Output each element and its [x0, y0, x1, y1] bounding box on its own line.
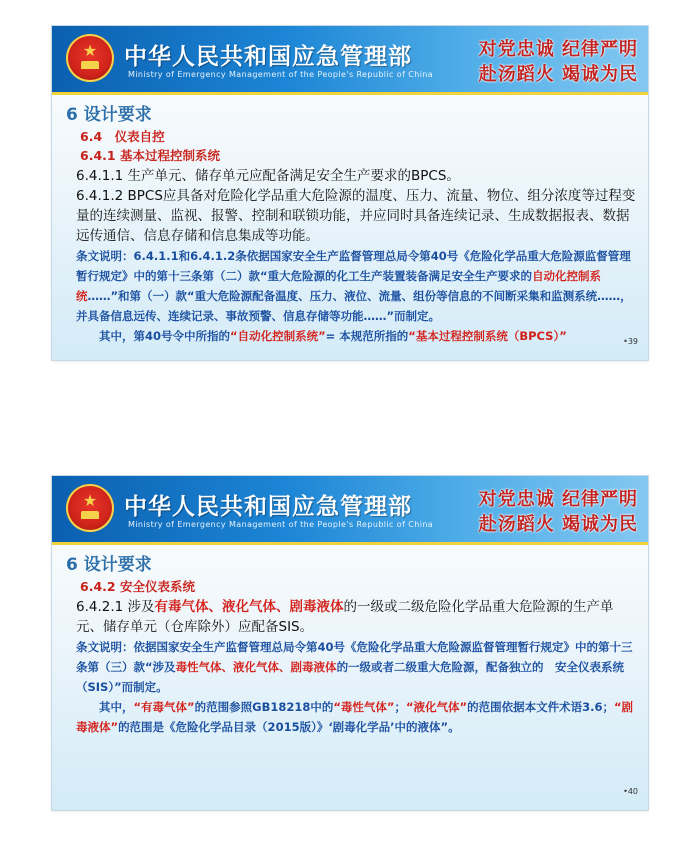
clause-highlight: 有毒气体、液化气体、剧毒液体 — [154, 599, 344, 615]
note-highlight: 自动化控制系统 — [76, 269, 602, 303]
note-highlight: “自动化控制系统” — [230, 329, 326, 343]
note-text: 的范围依据本文件术语3.6； — [467, 700, 614, 714]
subsection-title: 6.4.2 安全仪表系统 — [80, 579, 195, 594]
page-number: •40 — [623, 787, 638, 796]
slide-content — [66, 100, 640, 346]
ministry-name-cn: 中华人民共和国应急管理部 — [124, 43, 412, 70]
clause-text: 6.4.1.2 BPCS应具备对危险化学品重大危险源的温度、压力、流量、物位、组分浓度等过程变量的连续测量、监视、报警、控制和联锁功能，并应同时具备连续记录、生成数据报表、数据远传通信、信息存储和信息集成等功能。 — [76, 188, 636, 244]
clause-explanation — [76, 637, 640, 697]
note-text: 的范围是《危险化学品目录（2015版）》‘剧毒化学品’中的液体”。 — [118, 720, 460, 734]
note-text: ； — [394, 700, 406, 714]
note-text: 条文说明：6.4.1.1和6.4.1.2条依据国家安全生产监督管理总局令第40号《危险化学品重大危险源监督管理暂行规定》中的第十三条第（二）款“重大危险源的化工生产装置装备满足安全生产要求的 — [76, 249, 631, 283]
clause-text — [76, 597, 640, 637]
note-text: 的一级或者二级重大危险源，配备独立的 安全仪表系统（SIS）”而制定。 — [76, 660, 625, 694]
note-highlight: 毒性气体、液化气体、剧毒液体 — [175, 660, 337, 674]
clause-explanation-summary — [76, 697, 640, 737]
national-emblem-icon: ★ — [66, 484, 114, 532]
national-emblem-icon: ★ — [66, 34, 114, 82]
note-text: 的范围参照GB18218中的 — [194, 700, 334, 714]
ministry-name-en: Ministry of Emergency Management of the People's Republic of China — [128, 70, 434, 79]
note-highlight: “剧毒液体” — [76, 700, 634, 734]
ministry-name-cn: 中华人民共和国应急管理部 — [124, 493, 412, 520]
slide-40 — [52, 476, 648, 810]
clause-explanation-summary — [76, 326, 640, 346]
slogan-line-2: 赴汤蹈火 竭诚为民 — [478, 514, 638, 535]
clause-text-part: 6.4.2.1 涉及 — [76, 599, 155, 615]
note-highlight: “有毒气体” — [133, 700, 195, 714]
slogan-line-2: 赴汤蹈火 竭诚为民 — [478, 64, 638, 85]
note-highlight: “毒性气体” — [333, 700, 395, 714]
note-highlight: “基本过程控制系统（BPCS）” — [408, 329, 567, 343]
ministry-banner — [52, 476, 648, 545]
slide-39 — [52, 26, 648, 360]
section-title: 6 设计要求 — [66, 105, 152, 125]
slogan-line-1: 对党忠诚 纪律严明 — [478, 39, 638, 60]
clause-text-part: 的一级或二级危险化学品重大危险源的生产单元、储存单元（仓库除外）应配备SIS。 — [76, 599, 614, 635]
ministry-name-en: Ministry of Emergency Management of the People's Republic of China — [128, 520, 434, 529]
note-text: = 本规范所指的 — [325, 329, 409, 343]
subsection-title: 6.4.1 基本过程控制系统 — [80, 148, 220, 163]
clause-explanation — [76, 246, 640, 326]
note-text: ……”和第（一）款“重大危险源配备温度、压力、液位、流量、组份等信息的不间断采集和监测系统……，并具备信息远传、连续记录、事故预警、信息存储等功能……”而制定。 — [76, 289, 632, 323]
subsection-title: 6.4 仪表自控 — [80, 129, 165, 144]
page-number: •39 — [623, 337, 638, 346]
note-highlight: “液化气体” — [405, 700, 468, 714]
note-text: 条文说明：依据国家安全生产监督管理总局令第40号《危险化学品重大危险源监督管理暂行规定》中的第十三条第（三）款“涉及 — [76, 640, 633, 674]
note-text: 其中， — [99, 700, 134, 714]
note-text: 其中，第40号令中所指的 — [99, 329, 231, 343]
ministry-banner — [52, 26, 648, 95]
clause-text: 6.4.1.1 生产单元、储存单元应配备满足安全生产要求的BPCS。 — [76, 168, 460, 184]
slide-content — [66, 550, 640, 737]
slogan-line-1: 对党忠诚 纪律严明 — [478, 489, 638, 510]
section-title: 6 设计要求 — [66, 555, 152, 575]
